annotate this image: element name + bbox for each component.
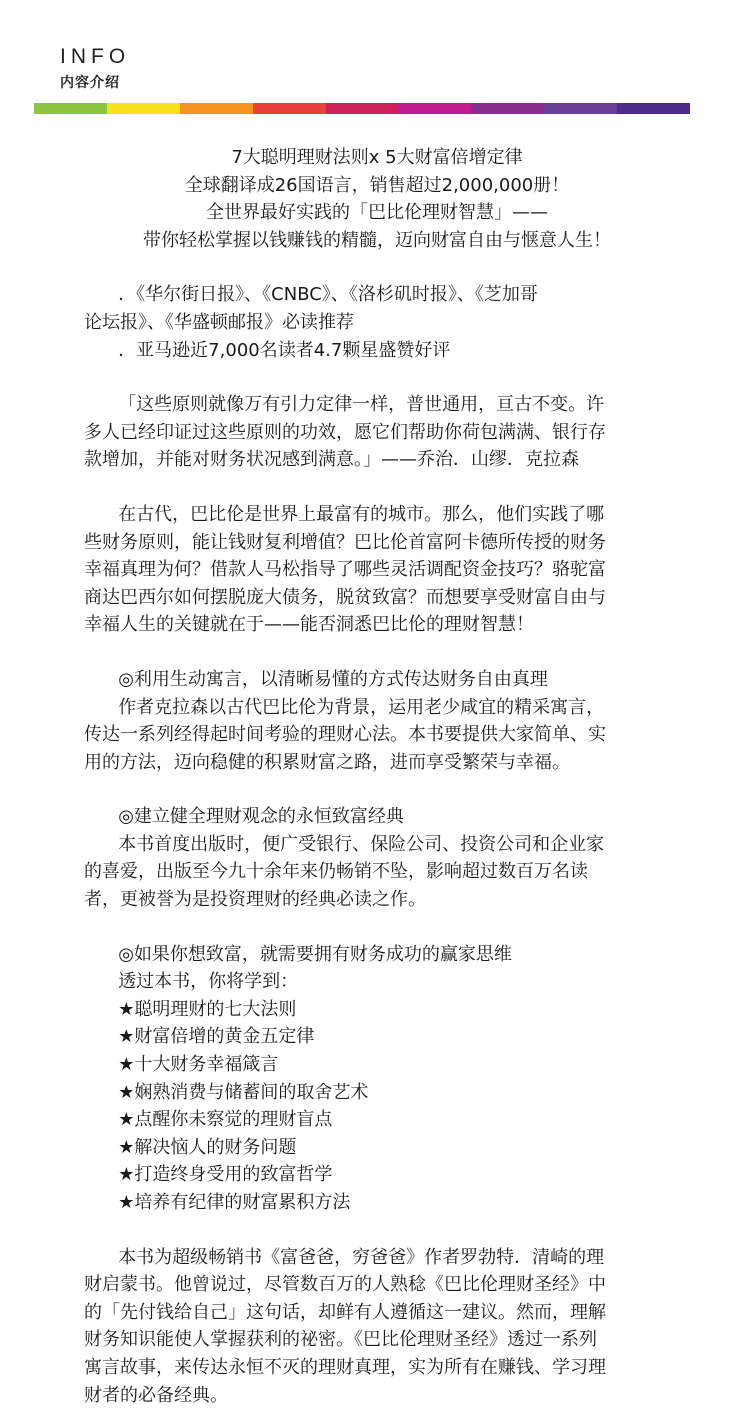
color-stripe-segment [544, 103, 617, 114]
paragraph-line: 财者的必备经典。 [84, 1384, 228, 1406]
paragraph-line: 用的方法，迈向稳健的积累财富之路，进而享受繁荣与幸福。 [84, 751, 570, 773]
paragraph-line: 财务知识能使人掌握获利的祕密。《巴比伦理财圣经》透过一系列 [84, 1329, 597, 1351]
list-lead: 透过本书，你将学到： [118, 971, 299, 993]
paragraph-line: 传达一系列经得起时间考验的理财心法。本书要提供大家简单、实 [84, 724, 606, 746]
info-title: INFO [60, 45, 131, 68]
color-stripe-segment [253, 103, 326, 114]
intro-line: 全球翻译成26国语言，销售超过2,000,000册！ [184, 174, 570, 196]
section-classic [84, 803, 680, 913]
quote-line: 款增加，并能对财务状况感到满意。」——乔治．山缪．克拉森 [84, 449, 579, 471]
color-stripe-segment [34, 103, 107, 114]
paragraph-line: 寓言故事，来传达永恒不灭的理财真理，实为所有在赚钱、学习理 [84, 1356, 606, 1378]
endorsement-line: ．《华尔街日报》、《CNBC》、《洛杉矶时报》、《芝加哥 [118, 284, 538, 306]
list-item: ★财富倍增的黄金五定律 [118, 1026, 315, 1048]
book-description [84, 144, 680, 1409]
paragraph-line: 财启蒙书。他曾说过，尽管数百万的人熟稔《巴比伦理财圣经》中 [84, 1274, 606, 1296]
paragraph-line: 幸福真理为何？借款人马松指导了哪些灵活调配资金技巧？骆驼富 [84, 559, 606, 581]
color-stripe-segment [471, 103, 544, 114]
list-item: ★点醒你未察觉的理财盲点 [118, 1109, 333, 1131]
paragraph-line: 本书首度出版时，便广受银行、保险公司、投资公司和企业家 [118, 833, 605, 855]
paragraph-line: 作者克拉森以古代巴比伦为背景，运用老少咸宜的精采寓言， [118, 696, 605, 718]
info-header [60, 44, 130, 92]
section-heading: ◎如果你想致富，就需要拥有财务成功的赢家思维 [118, 943, 512, 965]
closing-paragraph [84, 1244, 680, 1410]
paragraph-line: 的「先付钱给自己」这句话，却鲜有人遵循这一建议。然而，理解 [84, 1301, 606, 1323]
info-subtitle: 内容介绍 [60, 75, 120, 91]
list-item: ★培养有纪律的财富累积方法 [118, 1192, 351, 1213]
list-item: ★娴熟消费与储蓄间的取舍艺术 [118, 1081, 369, 1103]
intro-line: 7大聪明理财法则x 5大财富倍增定律 [231, 147, 523, 168]
endorsement-line: 论坛报》、《华盛顿邮报》必读推荐 [84, 311, 354, 333]
list-item: ★十大财务幸福箴言 [118, 1054, 279, 1076]
section-heading: ◎建立健全理财观念的永恒致富经典 [118, 806, 404, 828]
paragraph-line: 些财务原则，能让钱财复利增值？巴比伦首富阿卡德所传授的财务 [84, 531, 606, 553]
paragraph-line: 商达巴西尔如何摆脱庞大债务，脱贫致富？而想要享受财富自由与 [84, 586, 606, 608]
paragraph-line: 的喜爱，出版至今九十余年来仍畅销不坠，影响超过数百万名读 [84, 861, 588, 883]
endorsement-block [84, 281, 680, 364]
paragraph-line: 幸福人生的关键就在于——能否洞悉巴比伦的理财智慧！ [84, 614, 534, 636]
color-stripe-segment [617, 103, 690, 114]
section-heading: ◎利用生动寓言，以清晰易懂的方式传达财务自由真理 [118, 668, 548, 690]
quote-line: 多人已经印证过这些原则的功效，愿它们帮助你荷包满满、银行存 [84, 421, 606, 443]
list-item: ★解决恼人的财务问题 [118, 1136, 297, 1158]
color-stripe [34, 103, 690, 114]
color-stripe-segment [398, 103, 471, 114]
list-item: ★打造终身受用的致富哲学 [118, 1164, 333, 1186]
intro-line: 全世界最好实践的「巴比伦理财智慧」—— [206, 202, 548, 224]
color-stripe-segment [180, 103, 253, 114]
color-stripe-segment [107, 103, 180, 114]
paragraph-line: 本书为超级畅销书《富爸爸，穷爸爸》作者罗勃特．清崎的理 [118, 1246, 605, 1268]
quote-line: 「这些原则就像万有引力定律一样，普世通用，亘古不变。许 [118, 394, 605, 416]
quote-block [84, 391, 680, 474]
section-mindset [84, 941, 680, 1217]
intro-block [74, 144, 680, 254]
intro-line: 带你轻松掌握以钱赚钱的精髓，迈向财富自由与惬意人生！ [143, 229, 611, 251]
paragraph-line: 者，更被誉为是投资理财的经典必读之作。 [84, 889, 426, 911]
list-item: ★聪明理财的七大法则 [118, 998, 297, 1020]
endorsement-line: ．亚马逊近7,000名读者4.7颗星盛赞好评 [118, 339, 451, 361]
section-fable [84, 666, 680, 776]
paragraph-line: 在古代，巴比伦是世界上最富有的城市。那么，他们实践了哪 [118, 503, 605, 525]
babylon-paragraph [84, 501, 680, 639]
color-stripe-segment [326, 103, 399, 114]
